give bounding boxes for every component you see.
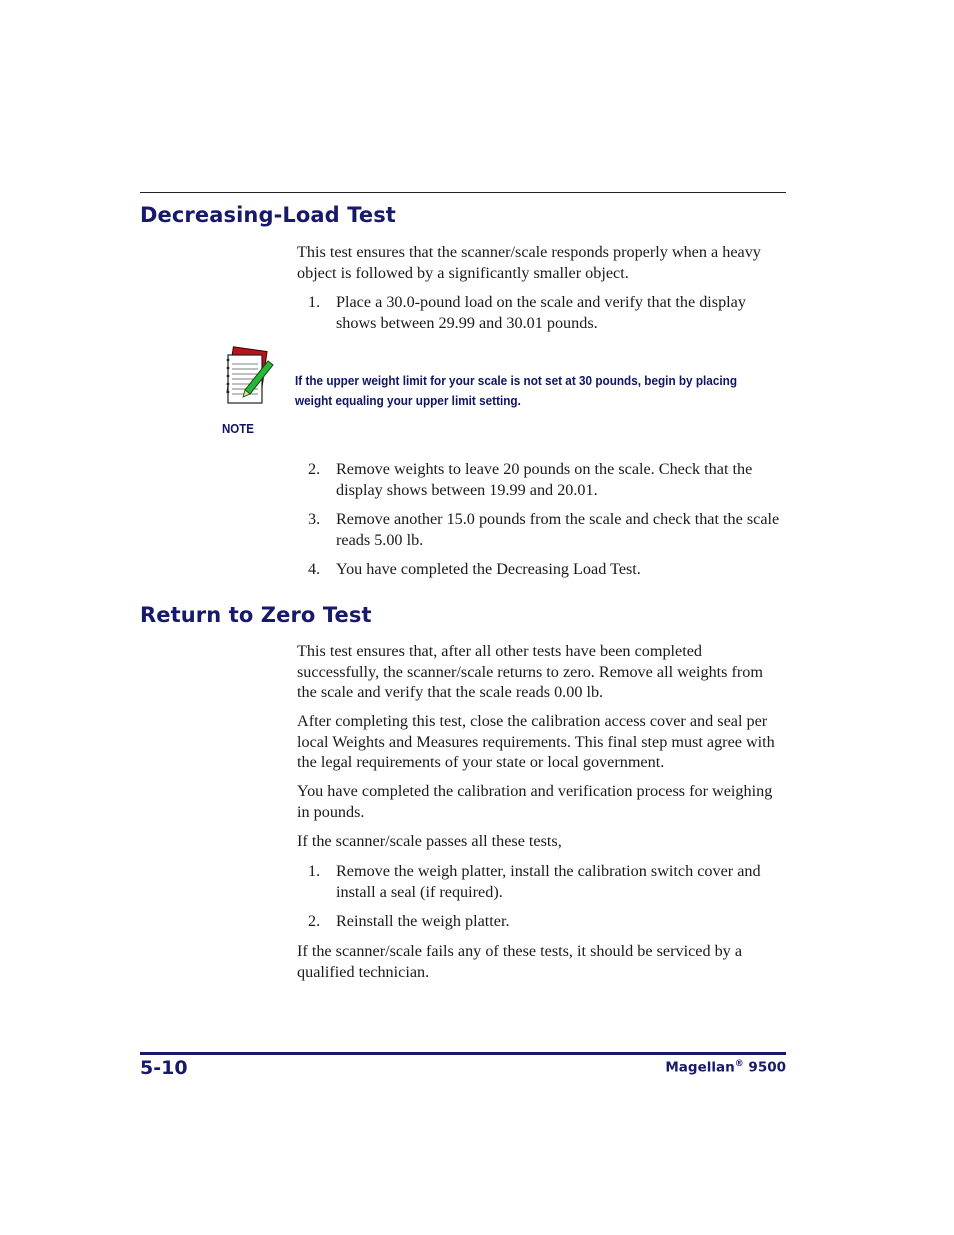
product-model: 9500 bbox=[748, 1059, 786, 1076]
list-item bbox=[297, 911, 786, 932]
return-zero-para-2: After completing this test, close the calibration access cover and seal per local Weights and Measures requirements. This final step must agree with the legal requirements of your state or local government. bbox=[297, 712, 775, 771]
notepad-pencil-icon bbox=[222, 346, 276, 406]
list-item bbox=[297, 292, 786, 333]
decreasing-load-intro: This test ensures that the scanner/scale responds properly when a heavy object is followed by a significantly smaller object. bbox=[297, 243, 761, 282]
top-rule bbox=[140, 192, 786, 193]
step-number: 2. bbox=[308, 460, 321, 478]
step-number: 4. bbox=[308, 560, 321, 578]
return-zero-para-3: You have completed the calibration and verification process for weighing in pounds. bbox=[297, 782, 773, 821]
step-number: 1. bbox=[308, 862, 321, 880]
step-text: Remove another 15.0 pounds from the scale and check that the scale reads 5.00 lb. bbox=[336, 510, 780, 549]
list-item bbox=[297, 559, 786, 580]
step-text: Remove the weigh platter, install the calibration switch cover and install a seal (if required). bbox=[336, 862, 761, 901]
section-title-decreasing-load: Decreasing-Load Test bbox=[140, 203, 396, 227]
list-item bbox=[297, 861, 786, 902]
list-item bbox=[297, 459, 786, 500]
section-title-return-to-zero: Return to Zero Test bbox=[140, 603, 372, 627]
product-name bbox=[665, 1059, 786, 1076]
step-number: 2. bbox=[308, 912, 321, 930]
return-zero-para-4: If the scanner/scale passes all these tests, bbox=[297, 832, 562, 850]
list-item bbox=[297, 509, 786, 550]
product-brand: Magellan bbox=[665, 1059, 735, 1076]
step-number: 1. bbox=[308, 293, 321, 311]
return-zero-para-1: This test ensures that, after all other tests have been completed successfully, the scanner/scale returns to zero. Remove all weights from the scale and verify that the scale reads 0.00 lb. bbox=[297, 642, 763, 701]
step-number: 3. bbox=[308, 510, 321, 528]
step-text: Reinstall the weigh platter. bbox=[336, 912, 510, 930]
note-label: NOTE bbox=[222, 422, 254, 436]
page-number: 5-10 bbox=[140, 1057, 188, 1079]
step-text: Place a 30.0-pound load on the scale and verify that the display shows between 29.99 and 30.01 pounds. bbox=[336, 293, 746, 332]
return-zero-para-5: If the scanner/scale fails any of these tests, it should be serviced by a qualified technician. bbox=[297, 942, 743, 981]
step-text: Remove weights to leave 20 pounds on the scale. Check that the display shows between 19.99 and 20.01. bbox=[336, 460, 753, 499]
footer-rule bbox=[140, 1052, 786, 1055]
registered-mark: ® bbox=[734, 1059, 744, 1069]
note-text: If the upper weight limit for your scale is not set at 30 pounds, begin by placing weight equaling your upper limit setting. bbox=[295, 374, 737, 408]
step-text: You have completed the Decreasing Load Test. bbox=[336, 560, 641, 578]
